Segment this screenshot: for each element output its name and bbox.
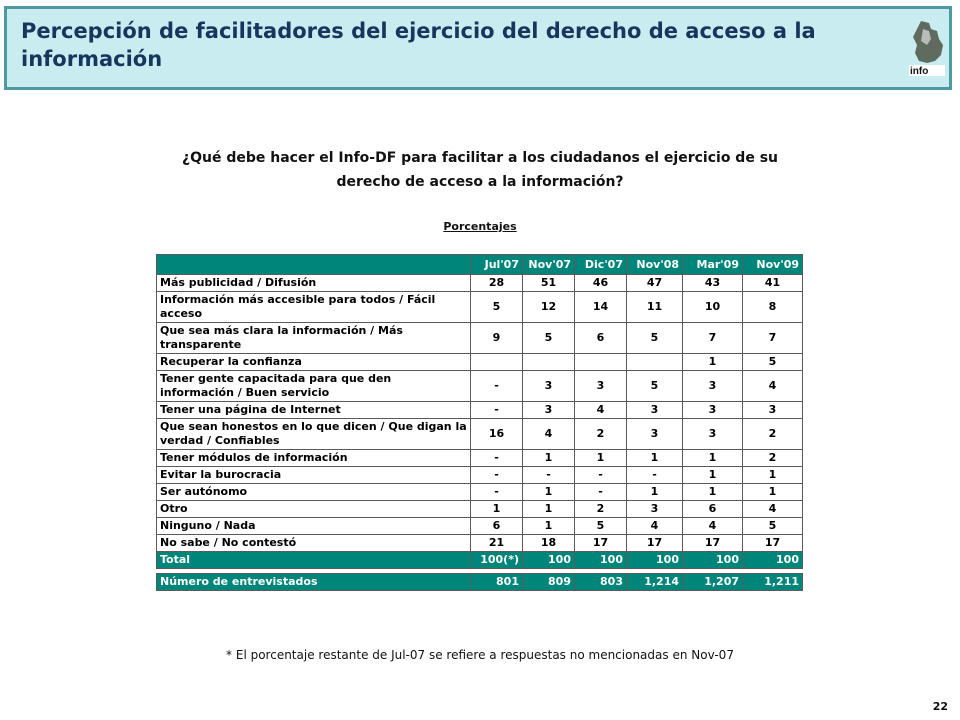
row-value: 5	[627, 371, 683, 402]
column-header: Nov'07	[523, 255, 575, 275]
row-value: 17	[683, 535, 743, 552]
page-title: Percepción de facilitadores del ejercicio del derecho de acceso a la información	[21, 19, 816, 71]
table-row	[157, 354, 803, 371]
total-row-value: 100(*)	[471, 552, 523, 569]
table-row	[157, 450, 803, 467]
row-label: Evitar la burocracia	[157, 467, 471, 484]
row-value: 3	[743, 402, 803, 419]
row-value: -	[471, 484, 523, 501]
table-row	[157, 467, 803, 484]
respondents-row-label: Número de entrevistados	[157, 574, 471, 591]
table-subtitle: Porcentajes	[443, 220, 517, 233]
column-header: Nov'08	[627, 255, 683, 275]
respondents-row-value: 803	[575, 574, 627, 591]
row-label: Información más accesible para todos / Fácil acceso	[157, 292, 471, 323]
row-value: 2	[575, 419, 627, 450]
row-value: 51	[523, 275, 575, 292]
respondents-row	[157, 574, 803, 591]
row-value: -	[575, 467, 627, 484]
row-value: 5	[627, 323, 683, 354]
row-value: 5	[743, 354, 803, 371]
row-value	[627, 354, 683, 371]
row-value: 1	[743, 467, 803, 484]
table-header-row	[157, 255, 803, 275]
total-row	[157, 552, 803, 569]
row-value: 4	[743, 371, 803, 402]
total-row-value: 100	[743, 552, 803, 569]
row-value: 2	[575, 501, 627, 518]
row-value: 3	[627, 402, 683, 419]
table-row	[157, 484, 803, 501]
row-value: 3	[523, 402, 575, 419]
row-label: Más publicidad / Difusión	[157, 275, 471, 292]
row-value: 3	[575, 371, 627, 402]
row-value: 6	[471, 518, 523, 535]
row-value: 41	[743, 275, 803, 292]
respondents-row-value: 1,211	[743, 574, 803, 591]
row-label: Tener módulos de información	[157, 450, 471, 467]
row-value: 4	[627, 518, 683, 535]
row-value: 1	[471, 501, 523, 518]
row-value: 2	[743, 450, 803, 467]
total-row-label: Total	[157, 552, 471, 569]
respondents-row-value: 809	[523, 574, 575, 591]
row-value: 3	[627, 501, 683, 518]
row-value: 2	[743, 419, 803, 450]
row-label: Que sea más clara la información / Más transparente	[157, 323, 471, 354]
row-value: 5	[575, 518, 627, 535]
row-value: 1	[627, 484, 683, 501]
row-value: 1	[523, 518, 575, 535]
percentages-table	[156, 254, 803, 591]
table-row	[157, 371, 803, 402]
row-value: 1	[523, 484, 575, 501]
total-row-value: 100	[523, 552, 575, 569]
row-value: 46	[575, 275, 627, 292]
row-value: 16	[471, 419, 523, 450]
row-value	[471, 354, 523, 371]
total-row-value: 100	[627, 552, 683, 569]
row-value: 5	[523, 323, 575, 354]
row-value: 4	[743, 501, 803, 518]
column-header: Dic'07	[575, 255, 627, 275]
row-label: Tener una página de Internet	[157, 402, 471, 419]
row-value: 3	[627, 419, 683, 450]
row-value: 7	[743, 323, 803, 354]
row-value: 3	[523, 371, 575, 402]
row-value: 1	[743, 484, 803, 501]
row-label: Ser autónomo	[157, 484, 471, 501]
row-value	[523, 354, 575, 371]
row-value: 4	[683, 518, 743, 535]
row-value: 4	[523, 419, 575, 450]
row-value: -	[575, 484, 627, 501]
column-header: Nov'09	[743, 255, 803, 275]
row-value: 17	[575, 535, 627, 552]
logo-text: info	[910, 66, 929, 77]
row-value: 17	[743, 535, 803, 552]
table-row	[157, 275, 803, 292]
row-value: 1	[575, 450, 627, 467]
page-number: 22	[932, 700, 948, 713]
respondents-row-value: 1,214	[627, 574, 683, 591]
table-header-blank	[157, 255, 471, 275]
row-value: 43	[683, 275, 743, 292]
row-value: 7	[683, 323, 743, 354]
row-value: 1	[523, 501, 575, 518]
table-row	[157, 419, 803, 450]
row-value: -	[471, 402, 523, 419]
row-value: 3	[683, 371, 743, 402]
row-value: -	[471, 467, 523, 484]
table-row	[157, 292, 803, 323]
total-row-value: 100	[683, 552, 743, 569]
row-value: 1	[683, 467, 743, 484]
row-value: 14	[575, 292, 627, 323]
row-value: -	[471, 450, 523, 467]
row-label: Otro	[157, 501, 471, 518]
row-value: 10	[683, 292, 743, 323]
row-value: 11	[627, 292, 683, 323]
row-value: -	[523, 467, 575, 484]
table-row	[157, 323, 803, 354]
row-value: 1	[627, 450, 683, 467]
row-value: 12	[523, 292, 575, 323]
row-value: 5	[471, 292, 523, 323]
row-value: -	[627, 467, 683, 484]
row-label: Recuperar la confianza	[157, 354, 471, 371]
row-value: 9	[471, 323, 523, 354]
row-label: Ninguno / Nada	[157, 518, 471, 535]
slide-header	[4, 6, 952, 90]
row-value: 3	[683, 419, 743, 450]
row-value	[575, 354, 627, 371]
row-value: 5	[743, 518, 803, 535]
row-value: 4	[575, 402, 627, 419]
row-value: 6	[575, 323, 627, 354]
row-label: Que sean honestos en lo que dicen / Que digan la verdad / Confiables	[157, 419, 471, 450]
respondents-row-value: 801	[471, 574, 523, 591]
footnote: * El porcentaje restante de Jul-07 se refiere a respuestas no mencionadas en Nov-07	[226, 648, 734, 662]
row-value: 1	[523, 450, 575, 467]
row-value: -	[471, 371, 523, 402]
table-row	[157, 535, 803, 552]
table-row	[157, 501, 803, 518]
row-value: 1	[683, 450, 743, 467]
row-value: 21	[471, 535, 523, 552]
info-df-logo	[907, 19, 947, 81]
column-header: Jul'07	[471, 255, 523, 275]
row-value: 1	[683, 484, 743, 501]
table-row	[157, 402, 803, 419]
row-label: Tener gente capacitada para que den información / Buen servicio	[157, 371, 471, 402]
row-value: 6	[683, 501, 743, 518]
row-value: 28	[471, 275, 523, 292]
row-value: 47	[627, 275, 683, 292]
row-value: 18	[523, 535, 575, 552]
row-value: 8	[743, 292, 803, 323]
column-header: Mar'09	[683, 255, 743, 275]
row-value: 17	[627, 535, 683, 552]
respondents-row-value: 1,207	[683, 574, 743, 591]
survey-question: ¿Qué debe hacer el Info-DF para facilitar a los ciudadanos el ejercicio de su derecho de acceso a la información?	[182, 150, 778, 190]
row-label: No sabe / No contestó	[157, 535, 471, 552]
total-row-value: 100	[575, 552, 627, 569]
row-value: 1	[683, 354, 743, 371]
row-value: 3	[683, 402, 743, 419]
table-row	[157, 518, 803, 535]
